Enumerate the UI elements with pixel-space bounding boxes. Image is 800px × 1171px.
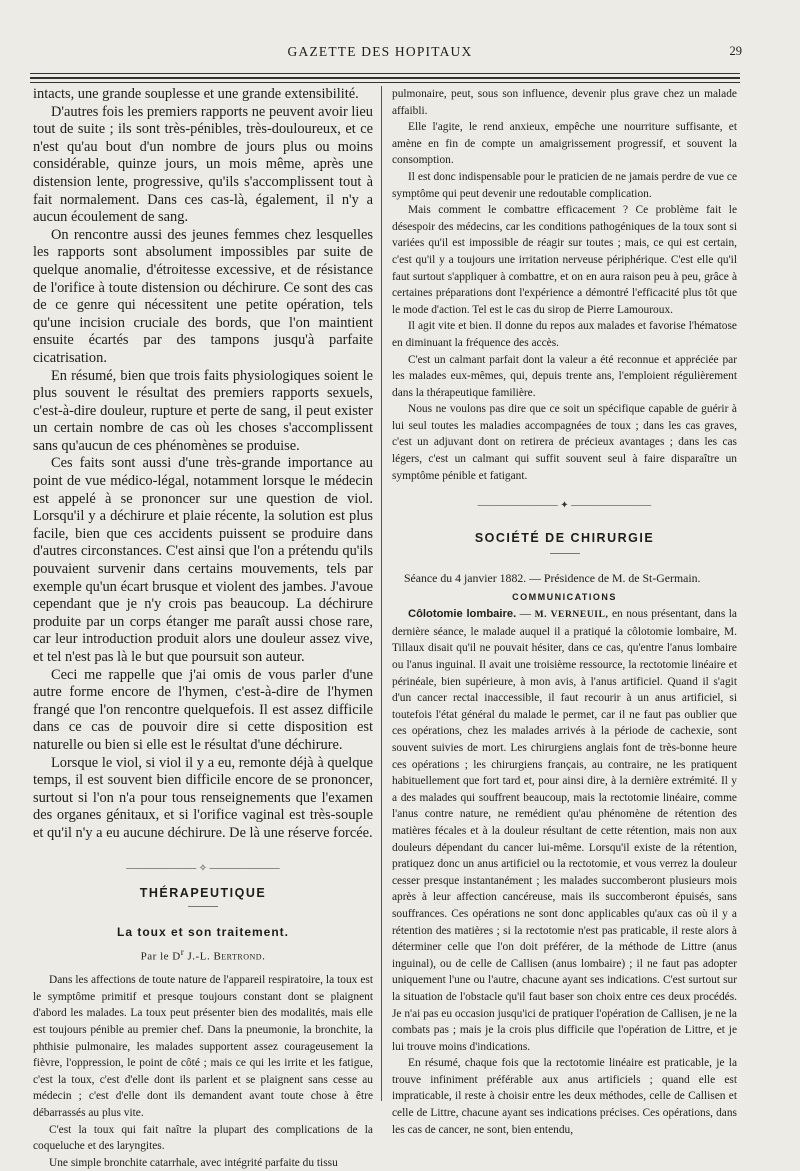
column-divider xyxy=(381,86,382,1101)
section-title-therapeutique: THÉRAPEUTIQUE xyxy=(139,885,267,900)
paragraph: C'est un calmant parfait dont la valeur a été reconnue et appréciée par les malades eux-mêmes, qui, depuis trente ans, l'emploient régulièrement dans la thérapeutique familière. xyxy=(392,353,737,399)
section-subrule xyxy=(550,553,580,554)
paragraph: Elle l'agite, le rend anxieux, empêche une nourriture suffisante, et amène en fin de compte un amaigrissement progressif, et souvent la consomption. xyxy=(392,121,737,167)
header-rule-thick xyxy=(30,77,740,79)
journal-title: GAZETTE DES HOPITAUX xyxy=(287,44,473,59)
article-title: La toux et son traitement. xyxy=(116,924,290,939)
hymen-article-continuation xyxy=(33,86,373,843)
colotomie-article-body xyxy=(392,606,737,1138)
left-column xyxy=(33,86,373,1169)
header-rule-top xyxy=(30,73,740,74)
section-divider-ornament: ——————— ✧ ——————— xyxy=(126,862,280,874)
paragraph: Il est donc indispensable pour le praticien de ne jamais perdre de vue ce symptôme qui peut devenir une redoutable complication. xyxy=(392,170,737,200)
author-prefix: Par le D xyxy=(140,950,181,963)
runin-title: Côlotomie lombaire. xyxy=(408,608,517,621)
paragraph: Nous ne voulons pas dire que ce soit un spécifique capable de guérir à lui seul toutes les maladies accompagnées de toux ; dans les cas graves, c'est un adjuvant dont on retirera de précieux avantages ; dans les cas légers, c'est un calmant qui suffit souvent seul à faire disparaître un symptôme pénible et fatigant. xyxy=(392,403,737,482)
paragraph: Dans les affections de toute nature de l'appareil respiratoire, la toux est le symptôme primitif et presque toujours constant dont se plaignent d'abord les malades. La toux peut présenter bien des modalités, mais elle est toujours pénible au premier chef. Dans la pneumonie, la bronchite, la phthisie pulmonaire, les malades supportent assez courageusement la fièvre, l'oppression, le point de côté ; mais ce qui les irrite et les fatigue, c'est la toux, c'est d'elle dont ils parlent et se plaignent sans cesse au médecin ; c'est d'elle dont ils demandent avant toute chose à être débarrassés au plus vite. xyxy=(33,974,373,1119)
author-prefix-sup: r xyxy=(180,946,185,957)
paragraph: En résumé, chaque fois que la rectotomie linéaire est praticable, je la trouve infiniment préférable aux anus artificiels ; quand elle est impraticable, il reste à choisir entre les deux méthodes, celle de Callisen et celle de Littre, chacune ayant ses indications précises. Ces opérations, dans les cas de cancer, ne sont, bien entendu, xyxy=(392,1057,737,1136)
right-column xyxy=(392,86,737,1136)
runin-dash: — xyxy=(516,608,535,621)
page-number: 29 xyxy=(729,44,742,58)
runin-author: M. VERNEUIL, xyxy=(534,610,609,621)
paragraph: Ces faits sont aussi d'une très-grande importance au point de vue médico-légal, notamment lorsque le médecin est appelé à se prononcer sur une question de viol. Lorsqu'il y a déchirure et plaie récente, la solution est plus facile, bien que ces accidents puissent se produire dans d'autres circonstances. C'est ainsi que l'on a prétendu qu'ils pouvaient survenir dans certains mouvements, tels par exemple qu'un écart brusque et violent des jambes. J'avoue cependant que je n'y crois pas beaucoup. La déchirure produite par un corps étanger me paraît aussi chose rare, car leur introduction produit alors une douleur assez vive, et tel n'est pas là le but que poursuit son auteur. xyxy=(33,455,373,665)
author-name: J.-L. Bertrond. xyxy=(184,950,266,963)
paragraph: Mais comment le combattre efficacement ? Ce problème fait le désespoir des médecins, car les conditions pathogéniques de la toux sont si variées qu'il est impossible de réagir sur toutes ; mais, ce qui est certain, c'est qu'il y a toujours une irritation nerveuse périphérique. C'est elle qu'il faut surtout s'appliquer à combattre, et on en aura raison peu à peu, grâce à certaines préparations dont l'expérience a démontré l'efficacité plus tôt que le mode d'action. Tel est le cas du sirop de Pierre Lamouroux. xyxy=(392,204,737,316)
paragraph: Il agit vite et bien. Il donne du repos aux malades et favorise l'hématose en diminuant la fréquence des accès. xyxy=(392,320,737,349)
paragraph: Une simple bronchite catarrhale, avec intégrité parfaite du tissu xyxy=(49,1156,338,1169)
article-author xyxy=(33,947,373,963)
section-divider-ornament: ———————— ✦ ———————— xyxy=(477,500,652,512)
section-subrule xyxy=(188,906,218,907)
paragraph: Ceci me rappelle que j'ai omis de vous parler d'une autre forme encore de l'hymen, c'est-à-dire de l'hymen frangé que l'on rencontre quelquefois. Il est assez difficile dans ce cas de pouvoir dire si cette disposition est naturelle ou bien si elle est le résultat d'une déchirure. xyxy=(33,666,373,753)
header-rule-bottom xyxy=(30,82,740,83)
toux-article-continuation xyxy=(392,86,737,484)
paragraph: intacts, une grande souplesse et une grande extensibilité. xyxy=(33,86,359,102)
paragraph: C'est la toux qui fait naître la plupart des complications de la coqueluche et des laryngites. xyxy=(33,1123,373,1153)
section-title-societe-de-chirurgie: SOCIÉTÉ DE CHIRURGIE xyxy=(474,531,655,546)
paragraph: pulmonaire, peut, sous son influence, devenir plus grave chez un malade affaibli. xyxy=(392,88,737,117)
toux-article-body xyxy=(33,972,373,1171)
paragraph: En résumé, bien que trois faits physiologiques soient le plus souvent le résultat des premiers rapports sexuels, c'est-à-dire douleur, rupture et perte de sang, il peut exister un certain nombre de cas où les choses s'accomplissent sans qu'aucun de ces phénomènes se produise. xyxy=(33,367,373,454)
paragraph: D'autres fois les premiers rapports ne peuvent avoir lieu tout de suite ; ils sont très-pénibles, très-douloureux, et ce n'est qu'au bout d'un nombre de jours plus ou moins considérable, quinze jours, un mois même, après une distension lente, progressive, qu'ils s'accomplissent tout à fait normalement. Dans ces cas-là, également, il n'y a aucun écoulement de sang. xyxy=(33,103,373,226)
paragraph: On rencontre aussi des jeunes femmes chez lesquelles les rapports sont absolument impossibles par suite de quelque anomalie, d'étroitesse excessive, et de résistance de l'orifice à toute distension ou déchirure. Ce sont des cas de ce genre qui nécessitent une petite opération, tels qu'une incision cruciale des bords, que l'on maintient ensuite écartés par des tampons jusqu'à parfaite cicatrisation. xyxy=(33,226,373,366)
paragraph: Lorsque le viol, si viol il y a eu, remonte déjà à quelque temps, il est souvent bien difficile encore de se prononcer, surtout si l'on n'a pour tous renseignements que l'examen des organes génitaux, et si l'orifice vaginal est très-souple et qu'il n'y a eu aucune déchirure. De là une réserve forcée. xyxy=(33,754,373,841)
paragraph xyxy=(392,606,737,1055)
paragraph-text: en nous présentant, dans la dernière séance, le malade auquel il a pratiqué la côlotomie lombaire, M. Tillaux disait qu'il ne pouvait hésiter, dans ce cas, qu'entre l'anus lombaire ou l'anus inguinal. Il avait une troisième ressource, la rectotomie linéaire et périnéale, bien supérieure, à mon avis, à l'anus artificiel. Quand il s'agit d'un cancer rectal inaccessible, il faut recourir à un anus artificiel, si toutefois l'état général du malade le permet, car il ne faut pas oublier que ces opérations, chez les malades arrivés à la période de cachexie, sont souvent suivies de mort. Les chirurgiens anglais font de très-bonne heure ces opérations ; les chirurgiens français, au contraire, ne les pratiquent habituellement que fort tard et, pour ainsi dire, à la dernière extrémité. Il y a des malades qui souffrent beaucoup, mais la rectotomie linéaire, comme l'anus contre nature, ne remédient qu'au phénomène de rétention des matières fécales et à la douleur résultant de cette rétention, mais non aux douleurs dépendant du cancer lui-même. Lorsqu'il existe de la rétention, pratiquez donc un anus artificiel ou la rectotomie, et vous verrez la douleur cesser presque instantanément ; les malades succomberont plusieurs mois après à leur affection cancéreuse, mais ils succomberont épuisés, sans souffrances. Ces opérations ne sont donc applicables qu'aux cas où il y a rétention des matières ; si la rectotomie n'est pas praticable, il reste alors à déterminer celle que l'on doit préférer, de la méthode de Littre (anus inguinal), ou de celle de Callisen (anus lombaire) ; il ne faut pas adopter uniquement l'une ou l'autre, chacune ayant ses indications. C'est surtout sur la situation de l'obstacle qu'il faut baser son choix entre ces deux procédés. Je n'ai pas eu occasion jusqu'ici de pratiquer l'opération de Callisen, je ne la combats pas ; mais je la crois plus difficile que l'opération de Littre, et je lui trouve moins d'indications. xyxy=(392,608,737,1053)
session-line: Séance du 4 janvier 1882. — Présidence de M. de St-Germain. xyxy=(404,571,701,586)
communications-heading: COMMUNICATIONS xyxy=(512,592,617,603)
page-header xyxy=(30,44,742,66)
